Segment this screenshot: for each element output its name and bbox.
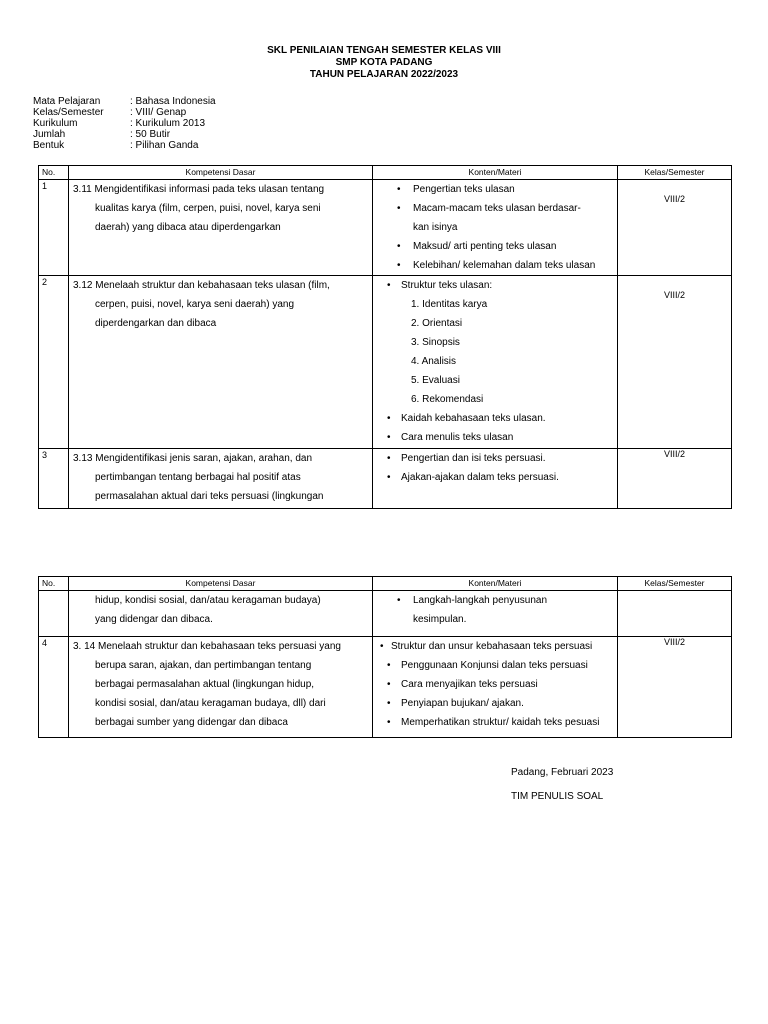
doc-title-line3: TAHUN PELAJARAN 2022/2023 bbox=[309, 69, 459, 80]
meta-value: : Pilihan Ganda bbox=[130, 140, 199, 151]
row-materi bbox=[373, 637, 618, 738]
row-no: 1 bbox=[39, 180, 69, 276]
materi-item-cont: kesimpulan. bbox=[413, 614, 467, 625]
row-kd bbox=[69, 591, 373, 637]
doc-title-line2: SMP KOTA PADANG bbox=[335, 57, 433, 68]
doc-title-line1: SKL PENILAIAN TENGAH SEMESTER KELAS VIII bbox=[267, 45, 501, 56]
kd-line: kondisi sosial, dan/atau keragaman budaya, dll) dari bbox=[95, 698, 326, 709]
materi-item: • Penyiapan bujukan/ ajakan. bbox=[377, 694, 613, 713]
meta-value: : Bahasa Indonesia bbox=[130, 96, 216, 107]
meta-key: Kurikulum bbox=[33, 118, 78, 129]
kd-line: 3.12 Menelaah struktur dan kebahasaan teks ulasan (film, bbox=[73, 280, 330, 291]
meta-key: Jumlah bbox=[33, 129, 66, 140]
row-no bbox=[39, 591, 69, 637]
header-kelas: Kelas/Semester bbox=[618, 166, 732, 180]
kd-line: pertimbangan tentang berbagai hal positif atas bbox=[95, 472, 301, 483]
kd-line: cerpen, puisi, novel, karya seni daerah) yang bbox=[95, 299, 295, 310]
materi-item: • Langkah-langkah penyusunan bbox=[377, 591, 613, 610]
skl-table-2 bbox=[38, 576, 732, 738]
row-kd bbox=[69, 180, 373, 276]
materi-item: • Maksud/ arti penting teks ulasan bbox=[377, 237, 613, 256]
row-kelas: VIII/2 bbox=[618, 180, 732, 276]
table-row bbox=[39, 180, 732, 276]
header-materi: Konten/Materi bbox=[373, 577, 618, 591]
table-row bbox=[39, 591, 732, 637]
kd-line: hidup, kondisi sosial, dan/atau keragaman budaya) bbox=[95, 595, 321, 606]
header-kd: Kompetensi Dasar bbox=[69, 577, 373, 591]
meta-key: Bentuk bbox=[33, 140, 65, 151]
row-materi bbox=[373, 449, 618, 509]
row-materi bbox=[373, 591, 618, 637]
materi-item: • Kaidah kebahasaan teks ulasan. bbox=[377, 409, 613, 428]
row-materi bbox=[373, 180, 618, 276]
kd-line: kualitas karya (film, cerpen, puisi, novel, karya seni bbox=[95, 203, 321, 214]
materi-subitem: 5. Evaluasi bbox=[411, 375, 460, 386]
row-kelas: VIII/2 bbox=[618, 637, 732, 738]
materi-subitem: 1. Identitas karya bbox=[411, 299, 488, 310]
row-kd bbox=[69, 449, 373, 509]
header-materi: Konten/Materi bbox=[373, 166, 618, 180]
kd-line: permasalahan aktual dari teks persuasi (lingkungan bbox=[95, 491, 324, 502]
table-header-row bbox=[39, 577, 732, 591]
materi-subitem: 2. Orientasi bbox=[411, 318, 463, 329]
header-kelas: Kelas/Semester bbox=[618, 577, 732, 591]
materi-item: • Pengertian dan isi teks persuasi. bbox=[377, 449, 613, 468]
signature-place-date: Padang, Februari 2023 bbox=[511, 767, 614, 778]
signature-team: TIM PENULIS SOAL bbox=[511, 791, 604, 802]
materi-item: • Kelebihan/ kelemahan dalam teks ulasan bbox=[377, 256, 613, 275]
meta-value: : 50 Butir bbox=[130, 129, 171, 140]
materi-subitem: 3. Sinopsis bbox=[411, 337, 460, 348]
kd-line: 3. 14 Menelaah struktur dan kebahasaan teks persuasi yang bbox=[73, 641, 341, 652]
meta-key: Kelas/Semester bbox=[33, 107, 104, 118]
row-kd bbox=[69, 637, 373, 738]
materi-item: • Macam-macam teks ulasan berdasar- bbox=[377, 199, 613, 218]
meta-value: : Kurikulum 2013 bbox=[130, 118, 206, 129]
kd-line: daerah) yang dibaca atau diperdengarkan bbox=[95, 222, 281, 233]
row-kd bbox=[69, 276, 373, 449]
row-no: 3 bbox=[39, 449, 69, 509]
materi-item: • Cara menulis teks ulasan bbox=[377, 428, 613, 447]
kd-line: 3.13 Mengidentifikasi jenis saran, ajakan, arahan, dan bbox=[73, 453, 313, 464]
header-no: No. bbox=[39, 166, 69, 180]
meta-value: : VIII/ Genap bbox=[130, 107, 187, 118]
kd-line: diperdengarkan dan dibaca bbox=[95, 318, 217, 329]
meta-key: Mata Pelajaran bbox=[33, 96, 101, 107]
kd-line: berbagai sumber yang didengar dan dibaca bbox=[95, 717, 288, 728]
materi-subitem: 4. Analisis bbox=[411, 356, 457, 367]
kd-line: berbagai permasalahan aktual (lingkungan hidup, bbox=[95, 679, 315, 690]
kd-line: 3.11 Mengidentifikasi informasi pada teks ulasan tentang bbox=[73, 184, 325, 195]
table-row bbox=[39, 276, 732, 449]
table-row bbox=[39, 449, 732, 509]
row-kelas: VIII/2 bbox=[618, 276, 732, 449]
materi-item: • Pengertian teks ulasan bbox=[377, 180, 613, 199]
table-row bbox=[39, 637, 732, 738]
header-kd: Kompetensi Dasar bbox=[69, 166, 373, 180]
materi-subitem: 6. Rekomendasi bbox=[411, 394, 484, 405]
row-kelas: VIII/2 bbox=[618, 449, 732, 509]
meta-info bbox=[33, 96, 216, 151]
materi-item: • Memperhatikan struktur/ kaidah teks pesuasi bbox=[377, 713, 613, 732]
materi-item: • Penggunaan Konjunsi dalan teks persuasi bbox=[377, 656, 613, 675]
row-materi bbox=[373, 276, 618, 449]
materi-item: • Struktur teks ulasan: bbox=[377, 276, 613, 295]
row-kelas bbox=[618, 591, 732, 637]
table-header-row bbox=[39, 166, 732, 180]
row-no: 4 bbox=[39, 637, 69, 738]
kd-line: yang didengar dan dibaca. bbox=[95, 614, 213, 625]
header-no: No. bbox=[39, 577, 69, 591]
materi-item: • Cara menyajikan teks persuasi bbox=[377, 675, 613, 694]
kd-line: berupa saran, ajakan, dan pertimbangan tentang bbox=[95, 660, 312, 671]
materi-item-cont: kan isinya bbox=[413, 222, 458, 233]
materi-item: • Struktur dan unsur kebahasaan teks persuasi bbox=[377, 637, 613, 656]
row-no: 2 bbox=[39, 276, 69, 449]
skl-table-1 bbox=[38, 165, 732, 509]
materi-item: • Ajakan-ajakan dalam teks persuasi. bbox=[377, 468, 613, 487]
